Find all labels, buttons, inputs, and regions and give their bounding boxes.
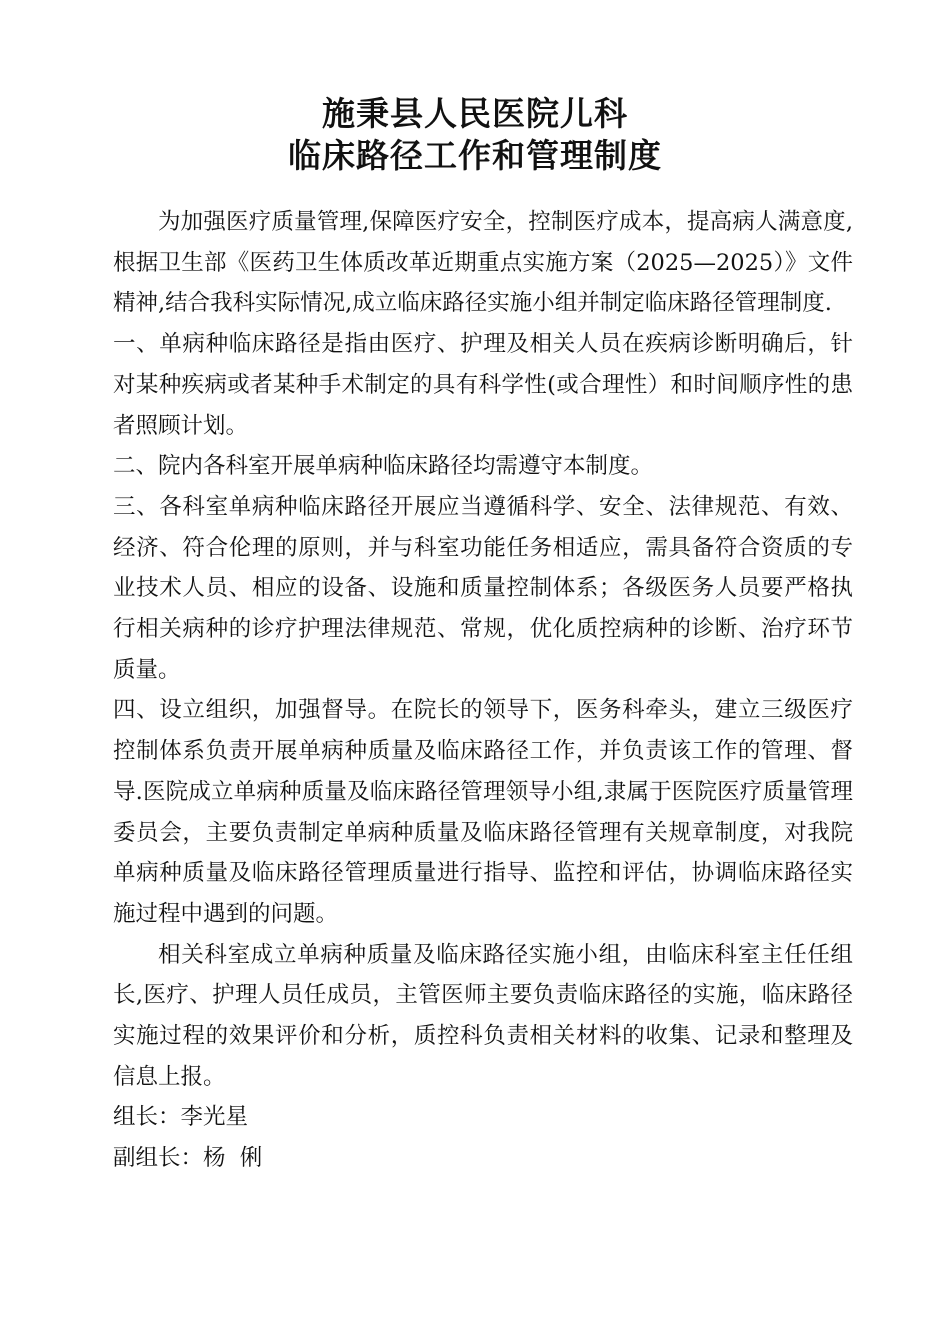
document-title-line-2: 临床路径工作和管理制度 [288,136,662,175]
deputy-leader-line: 副组长：杨 俐 [113,1145,263,1172]
document-title-line-1: 施秉县人民医院儿科 [322,94,628,133]
group-leader-line: 组长：李光星 [113,1104,249,1131]
clause-1-paragraph: 一、单病种临床路径是指由医疗、护理及相关人员在疾病诊断明确后，针对某种疾病或者某种手术制定的具有科学性(或合理性）和时间顺序性的患者照顾计划。 [113,331,853,439]
clause-3-paragraph: 三、各科室单病种临床路径开展应当遵循科学、安全、法律规范、有效、经济、符合伦理的原则，并与科室功能任务相适应，需具备符合资质的专业技术人员、相应的设备、设施和质量控制体系；各级医务人员要严格执行相关病种的诊疗护理法律规范、常规，优化质控病种的诊断、治疗环节质量。 [113,493,853,683]
intro-paragraph: 为加强医疗质量管理,保障医疗安全，控制医疗成本，提高病人满意度,根据卫生部《医药卫生体质改革近期重点实施方案（2025—2025）》文件精神,结合我科实际情况,成立临床路径实施小组并制定临床路径管理制度. [113,209,853,317]
clause-4-paragraph: 四、设立组织，加强督导。在院长的领导下，医务科牵头，建立三级医疗控制体系负责开展单病种质量及临床路径工作，并负责该工作的管理、督导.医院成立单病种质量及临床路径管理领导小组,隶属于医院医疗质量管理委员会，主要负责制定单病种质量及临床路径管理有关规章制度，对我院单病种质量及临床路径管理质量进行指导、监控和评估，协调临床路径实施过程中遇到的问题。 [113,697,853,927]
clause-2-paragraph: 二、院内各科室开展单病种临床路径均需遵守本制度。 [113,453,654,480]
document-body [113,202,853,1179]
implementation-group-paragraph: 相关科室成立单病种质量及临床路径实施小组，由临床科室主任任组长,医疗、护理人员任成员，主管医师主要负责临床路径的实施，临床路径实施过程的效果评价和分析，质控科负责相关材料的收集、记录和整理及信息上报。 [113,941,853,1090]
